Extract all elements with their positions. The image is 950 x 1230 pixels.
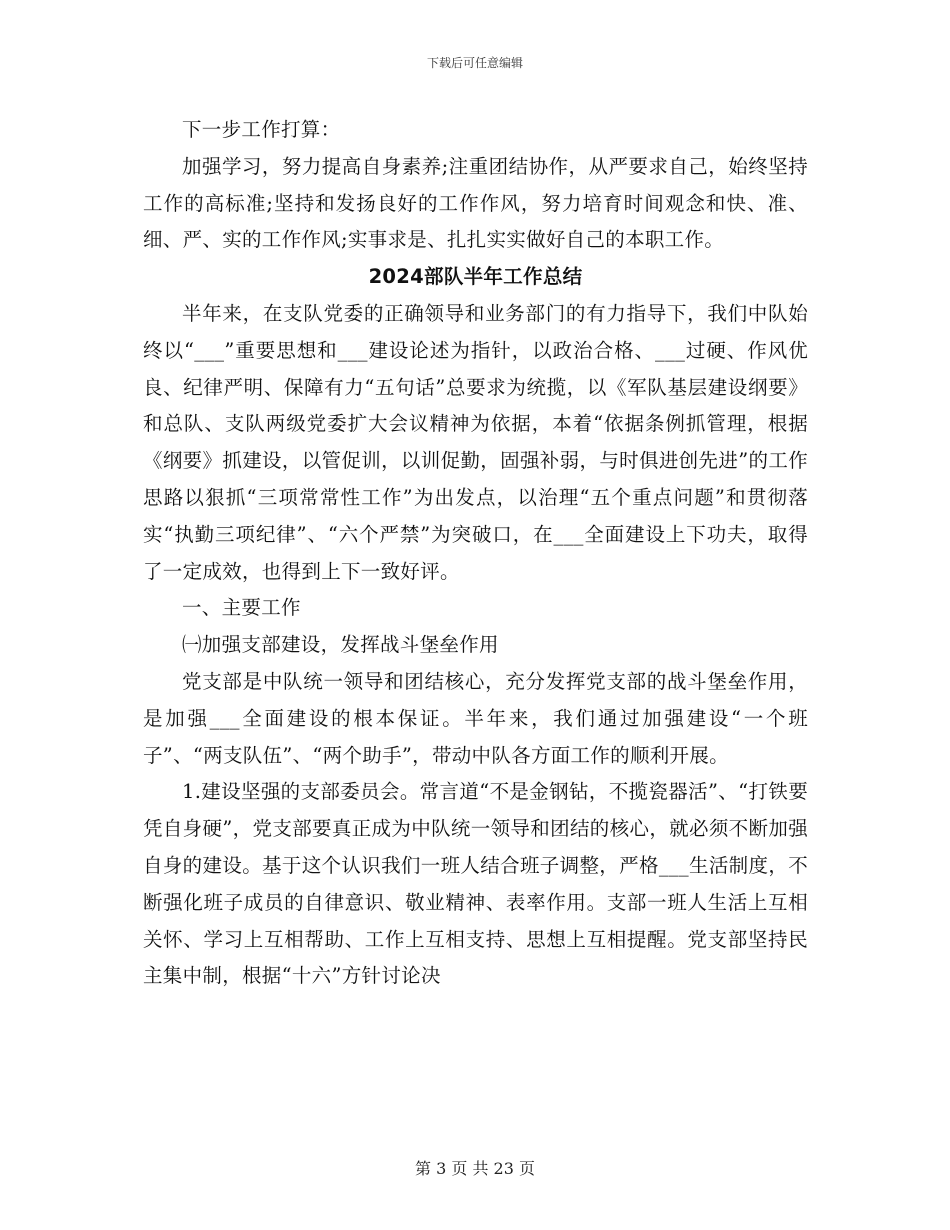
plan-heading: 下一步工作打算： — [182, 118, 341, 141]
document-body — [143, 112, 808, 995]
document-title: 2024部队半年工作总结 — [368, 265, 583, 289]
subsection-heading-branch-building: ㈠加强支部建设，发挥战斗堡垒作用 — [182, 633, 499, 657]
intro-paragraph: 半年来，在支队党委的正确领导和业务部门的有力指导下，我们中队始终以“___”重要思想和___建设论述为指针，以政治合格、___过硬、作风优良、纪律严明、保障有力“五句话”总要求为统揽，以《军队基层建设纲要》和总队、支队两级党委扩大会议精神为依据，本着“依据条例抓管理，根据《纲要》抓建设，以管促训，以训促勤，固强补弱，与时俱进创先进”的工作思路以狠抓“三项常常性工作”为出发点，以治理“五个重点问题”和贯彻落实“执勤三项纪律”、“六个严禁”为突破口，在___全面建设上下功夫，取得了一定成效，也得到上下一致好评。 — [143, 301, 808, 583]
plan-body: 加强学习，努力提高自身素养;注重团结协作，从严要求自己，始终坚持工作的高标准;坚持和发扬良好的工作作风，努力培育时间观念和快、准、细、严、实的工作作风;实事求是、扎扎实实做好自己的本职工作。 — [143, 154, 808, 252]
page-number: 第 3 页 共 23 页 — [415, 1159, 535, 1178]
header-note: 下载后可任意编辑 — [426, 56, 523, 70]
section-heading-main-work: 一、主要工作 — [182, 596, 301, 620]
paragraph-party-branch: 党支部是中队统一领导和团结核心，充分发挥党支部的战斗堡垒作用，是加强___全面建设的根本保证。半年来，我们通过加强建设“一个班子”、“两支队伍”、“两个助手”，带动中队各方面工作的顺利开展。 — [143, 669, 808, 767]
paragraph-committee-building: 1.建设坚强的支部委员会。常言道“不是金钢钻，不揽瓷器活”、“打铁要凭自身硬”，党支部要真正成为中队统一领导和团结的核心，就必须不断加强自身的建设。基于这个认识我们一班人结合班子调整，严格___生活制度，不断强化班子成员的自律意识、敬业精神、表率作用。支部一班人生活上互相关怀、学习上互相帮助、工作上互相支持、思想上互相提醒。党支部坚持民主集中制，根据“十六”方针讨论决 — [143, 780, 808, 988]
